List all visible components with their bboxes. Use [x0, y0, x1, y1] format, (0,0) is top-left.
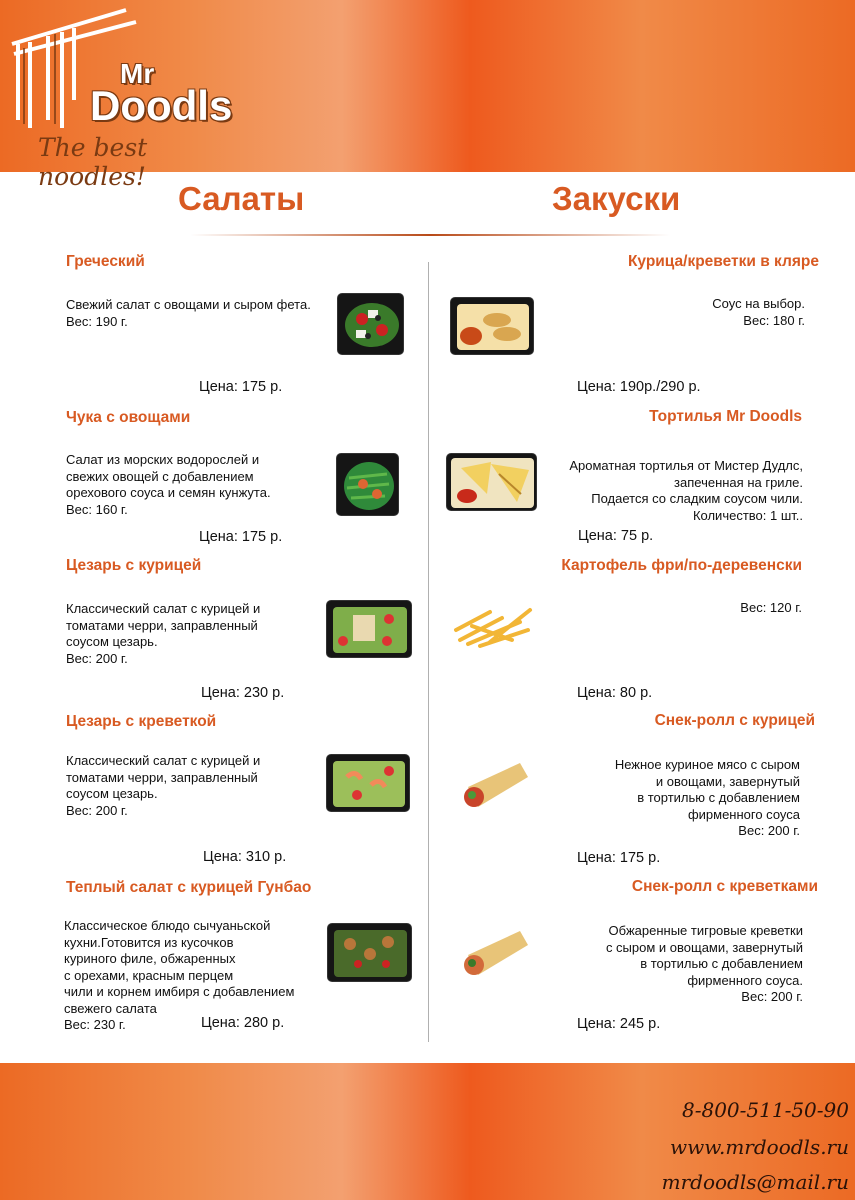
menu-item-description: Классический салат с курицей и томатами черри, заправленный соусом цезарь. Вес: 200 г.: [66, 753, 261, 818]
snacks-section-title: Закуски: [552, 180, 681, 217]
caesar-chicken-image: [326, 600, 412, 658]
menu-item-description: Соус на выбор. Вес: 180 г.: [712, 296, 805, 328]
brand-name-main: Doodls: [90, 82, 233, 129]
menu-item-name: Теплый салат с курицей Гунбао: [66, 879, 312, 896]
menu-item-name: Греческий: [66, 253, 145, 270]
greek-salad-image: [337, 293, 404, 355]
chuka-salad-image: [336, 453, 399, 516]
menu-item-price: Цена: 190р./290 р.: [577, 379, 701, 395]
menu-item-name: Снек-ролл с курицей: [654, 712, 815, 729]
menu-item-price: Цена: 75 р.: [578, 528, 654, 544]
menu-item-price: Цена: 80 р.: [577, 685, 653, 701]
brand-logo: [8, 0, 248, 191]
menu-item-description: Классический салат с курицей и томатами черри, заправленный соусом цезарь. Вес: 200 г.: [66, 601, 261, 666]
snack-roll-chicken-image: [460, 757, 532, 813]
brand-slogan: The best noodles!: [38, 133, 148, 191]
contact-website[interactable]: www.mrdoodls.ru: [669, 1135, 849, 1159]
menu-item-description: Обжаренные тигровые креветки с сыром и овощами, завернутый в тортилью с добавлением фирменного соуса. Вес: 200 г.: [605, 923, 803, 1004]
contact-email[interactable]: mrdoodls@mail.ru: [661, 1170, 849, 1194]
menu-item-name: Тортилья Mr Doodls: [649, 408, 802, 425]
menu-item-name: Цезарь с курицей: [66, 557, 202, 574]
battered-chicken-image: [450, 297, 534, 355]
heading-divider: [190, 234, 670, 236]
contact-phone[interactable]: 8-800-511-50-90: [681, 1098, 849, 1122]
menu-item-description: Вес: 120 г.: [740, 600, 802, 615]
snack-roll-shrimp-image: [460, 925, 532, 981]
column-divider: [428, 262, 429, 1042]
menu-item-name: Снек-ролл с креветками: [631, 878, 818, 895]
gongbao-salad-image: [327, 923, 412, 982]
menu-item-price: Цена: 245 р.: [577, 1016, 661, 1032]
menu-item-description: Свежий салат с овощами и сыром фета. Вес: 190 г.: [66, 297, 311, 329]
fries-image: [450, 600, 534, 650]
menu-item-price: Цена: 175 р.: [199, 529, 283, 545]
menu-item-name: Курица/креветки в кляре: [627, 253, 819, 270]
menu-item-description: Нежное куриное мясо с сыром и овощами, завернутый в тортилью с добавлением фирменного соуса Вес: 200 г.: [614, 757, 800, 838]
menu-item-price: Цена: 310 р.: [203, 849, 287, 865]
tortilla-image: [446, 453, 537, 511]
menu-item-name: Цезарь с креветкой: [66, 713, 217, 730]
menu-item-description: Ароматная тортилья от Мистер Дудлс, запеченная на гриле. Подается со сладким соусом чили. Количество: 1 шт..: [569, 458, 803, 523]
menu-item-name: Картофель фри/по-деревенски: [561, 557, 802, 574]
salads-section-title: Салаты: [178, 180, 305, 217]
caesar-shrimp-image: [326, 754, 410, 812]
menu-item-name: Чука с овощами: [66, 409, 191, 426]
menu-item-description: Салат из морских водорослей и свежих овощей с добавлением орехового соуса и семян кунжута. Вес: 160 г.: [66, 452, 271, 517]
menu-item-price: Цена: 175 р.: [577, 850, 661, 866]
menu-item-price: Цена: 175 р.: [199, 379, 283, 395]
menu-item-price: Цена: 280 р.: [201, 1015, 285, 1031]
menu-item-description: Классическое блюдо сычуаньской кухни.Готовится из кусочков куриного филе, обжаренных с орехами, красным перцем чили и корнем имбиря с добавлением свежего салата Вес: 230 г.: [64, 918, 295, 1032]
menu-item-price: Цена: 230 р.: [201, 685, 285, 701]
brand-name-top: Mr: [120, 58, 155, 89]
